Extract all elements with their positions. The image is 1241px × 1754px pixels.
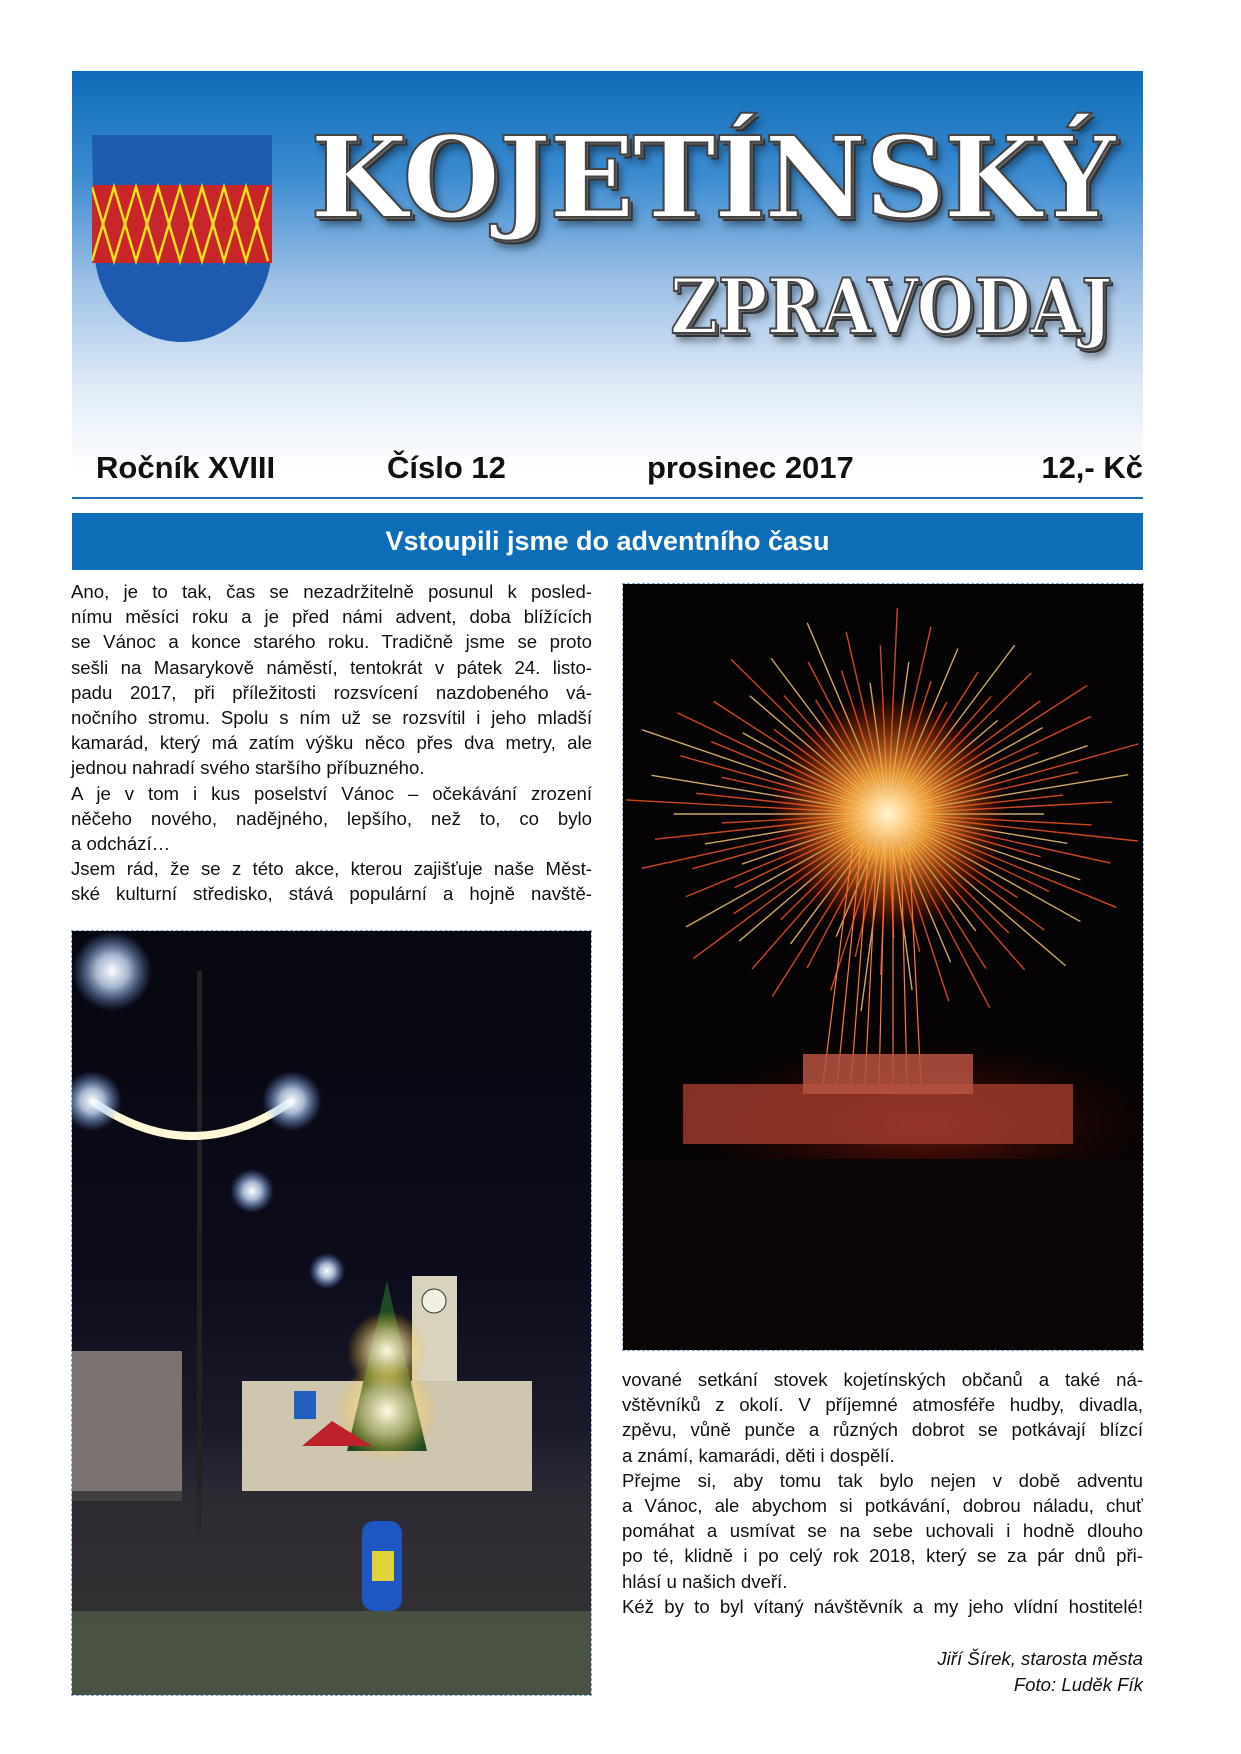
coat-of-arms-logo <box>92 135 272 342</box>
issue-volume: Ročník XVIII <box>96 450 276 485</box>
masthead-subtitle: ZPRAVODAJ <box>670 262 1113 351</box>
article-right-column <box>622 1367 1143 1619</box>
article-text-line: jednou nahradí svého staršího příbuzného. <box>71 757 425 779</box>
issue-price: 12,- Kč <box>1041 450 1143 485</box>
photo-fireworks <box>623 584 1143 1350</box>
article-text-line: kamarád, který má zatím výšku něco přes dva metry, ale <box>71 732 592 754</box>
issue-number: Číslo 12 <box>387 450 506 485</box>
article-text-line: nočního stromu. Spolu s ním už se rozsvítil i jeho mladší <box>71 706 592 728</box>
article-text-line: ské kulturní středisko, stává populární a hojně navště- <box>71 883 592 905</box>
article-text-line: Ano, je to tak, čas se nezadržitelně posunul k posled- <box>71 581 592 602</box>
article-text-line: Jsem rád, že se z této akce, kterou zajišťuje naše Měst- <box>71 858 592 880</box>
night-square-illustration <box>72 931 591 1695</box>
photo-christmas-square <box>72 931 591 1695</box>
article-text-line: pomáhat a usmívat se na sebe uchovali i hodně dlouho <box>622 1520 1143 1542</box>
issue-date: prosinec 2017 <box>647 450 854 485</box>
article-text-line: hlásí u našich dveří. <box>622 1570 788 1592</box>
article-text-line: zpěvu, vůně punče a různých dobrot se potkávají blízcí <box>622 1419 1143 1441</box>
article-text-line: a odchází… <box>71 832 171 854</box>
article-text-line: se Vánoc a konce starého roku. Tradičně jsme se proto <box>71 631 592 653</box>
photo-credit: Foto: Luděk Fík <box>1013 1674 1143 1695</box>
article-text-line: vované setkání stovek kojetínských občanů a také ná- <box>622 1369 1143 1390</box>
article-author: Jiří Šírek, starosta města <box>937 1648 1143 1669</box>
article-text-line: něčeho nového, nadějného, lepšího, než to, co bylo <box>71 807 592 829</box>
article-text-line: Kéž by to byl vítaný návštěvník a my jeho vlídní hostitelé! <box>622 1595 1143 1617</box>
fireworks-illustration <box>623 584 1143 1350</box>
article-text-line: vštěvníků z okolí. V příjemné atmosféře hudby, divadla, <box>622 1394 1143 1416</box>
article-text-line: Přejme si, aby tomu tak bylo nejen v době adventu <box>622 1469 1143 1491</box>
header-divider <box>72 497 1143 499</box>
masthead <box>72 71 1143 491</box>
article-headline: Vstoupili jsme do adventního času <box>72 513 1143 570</box>
article-text-line: sešli na Masarykově náměstí, tentokrát v pátek 24. listo- <box>71 656 592 678</box>
article-text-line: padu 2017, při příležitosti rozsvícení nazdobeného vá- <box>71 681 592 703</box>
article-text-line: a Vánoc, ale abychom si potkávání, dobrou náladu, chuť <box>622 1494 1143 1516</box>
masthead-title: KOJETÍNSKÝ <box>310 113 1114 244</box>
article-text-line: a známí, kamarádi, děti i dospělí. <box>622 1444 895 1466</box>
article-text-line: A je v tom i kus poselství Vánoc – očekávání zrození <box>71 782 592 804</box>
article-text-line: nímu měsíci roku a je před námi advent, doba blížících <box>71 606 592 628</box>
article-text-line: po té, klidně i po celý rok 2018, který se za pár dnů při- <box>622 1545 1143 1567</box>
article-left-column <box>71 579 592 906</box>
